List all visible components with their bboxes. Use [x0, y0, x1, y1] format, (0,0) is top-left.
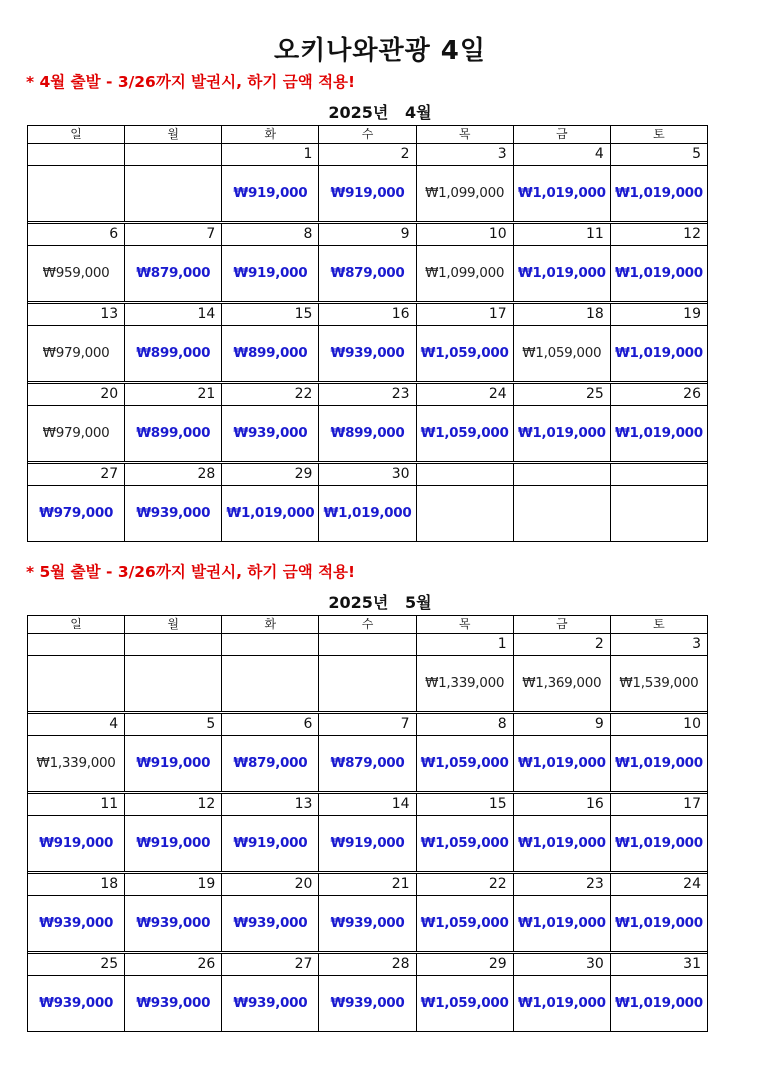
- day-price: ₩939,000: [222, 976, 319, 1031]
- day-number: 19: [125, 874, 222, 895]
- day-number: 15: [417, 794, 514, 815]
- day-number: 17: [417, 304, 514, 325]
- day-number: 14: [125, 304, 222, 325]
- day-number: 27: [222, 954, 319, 975]
- calendar-week: [28, 714, 707, 794]
- day-price: ₩919,000: [222, 246, 319, 301]
- calendar-week: [28, 224, 707, 304]
- day-price: ₩1,019,000: [514, 976, 611, 1031]
- day-price: [125, 166, 222, 221]
- day-price: ₩979,000: [28, 406, 125, 461]
- weekday-label: 일: [28, 616, 125, 633]
- day-price: [319, 656, 416, 711]
- day-number: 10: [417, 224, 514, 245]
- day-price: [125, 656, 222, 711]
- day-price: [611, 486, 707, 541]
- day-price: ₩1,059,000: [417, 976, 514, 1031]
- day-price: ₩919,000: [125, 816, 222, 871]
- day-number: 28: [125, 464, 222, 485]
- day-number: [417, 464, 514, 485]
- day-number: 25: [514, 384, 611, 405]
- day-price: ₩919,000: [28, 816, 125, 871]
- day-price: ₩879,000: [222, 736, 319, 791]
- day-price: ₩979,000: [28, 486, 125, 541]
- may-month-title: 2025년 5월: [328, 593, 432, 612]
- calendar-week: [28, 384, 707, 464]
- day-price: [28, 656, 125, 711]
- day-number: [514, 464, 611, 485]
- day-number: 17: [683, 796, 701, 812]
- day-number: [319, 634, 416, 655]
- day-price: ₩979,000: [28, 326, 125, 381]
- day-number: 8: [417, 714, 514, 735]
- day-price: ₩939,000: [319, 896, 416, 951]
- day-price: ₩1,019,000: [514, 896, 611, 951]
- weekday-label: 일: [28, 126, 125, 143]
- day-price: ₩939,000: [319, 976, 416, 1031]
- day-number: 29: [417, 954, 514, 975]
- day-price: ₩939,000: [319, 326, 416, 381]
- weekday-label: 금: [514, 126, 611, 143]
- day-number: 7: [125, 224, 222, 245]
- day-number: 23: [514, 874, 611, 895]
- day-number: 14: [319, 794, 416, 815]
- day-price: ₩939,000: [28, 896, 125, 951]
- day-number: 21: [125, 384, 222, 405]
- day-price: ₩879,000: [319, 736, 416, 791]
- day-number: [28, 634, 125, 655]
- day-number: 24: [417, 384, 514, 405]
- day-price: ₩1,059,000: [514, 326, 611, 381]
- day-number: 2: [319, 144, 416, 165]
- day-price: ₩879,000: [319, 246, 416, 301]
- day-number: 1: [222, 144, 319, 165]
- calendar-week: [28, 464, 707, 541]
- day-number: 20: [222, 874, 319, 895]
- day-number: 6: [28, 224, 125, 245]
- april-notice: * 4월 출발 - 3/26까지 발권시, 하기 금액 적용!: [26, 73, 356, 91]
- day-number: 3: [417, 144, 514, 165]
- day-number: [222, 634, 319, 655]
- day-price: ₩1,339,000: [28, 736, 125, 791]
- weekday-label: 수: [319, 126, 416, 143]
- day-number: 15: [222, 304, 319, 325]
- day-price: ₩1,059,000: [417, 736, 514, 791]
- day-number: 20: [28, 384, 125, 405]
- day-price: [417, 486, 514, 541]
- day-price: ₩1,369,000: [514, 656, 611, 711]
- day-number: 30: [319, 464, 416, 485]
- day-number: 18: [514, 304, 611, 325]
- day-price: ₩939,000: [28, 976, 125, 1031]
- day-price: ₩1,019,000: [514, 406, 611, 461]
- day-number: 4: [28, 714, 125, 735]
- day-number: 28: [319, 954, 416, 975]
- day-number: [611, 464, 707, 485]
- day-price: ₩1,019,000: [514, 166, 611, 221]
- day-price: [28, 166, 125, 221]
- april-calendar: [27, 125, 708, 542]
- day-price: ₩1,019,000: [514, 736, 611, 791]
- day-price: ₩1,019,000: [514, 816, 611, 871]
- day-number: 22: [222, 384, 319, 405]
- day-price: ₩919,000: [222, 816, 319, 871]
- calendar-week: [28, 304, 707, 384]
- day-number: 11: [28, 794, 125, 815]
- day-number: 12: [683, 226, 701, 242]
- day-number: 9: [319, 224, 416, 245]
- day-price: ₩1,019,000: [614, 185, 703, 201]
- calendar-week: [28, 954, 707, 1031]
- day-number: 10: [683, 716, 701, 732]
- day-price: ₩1,059,000: [417, 896, 514, 951]
- day-price: ₩1,019,000: [222, 486, 319, 541]
- day-number: 6: [222, 714, 319, 735]
- day-price: [514, 486, 611, 541]
- day-price: ₩899,000: [125, 326, 222, 381]
- day-number: 25: [28, 954, 125, 975]
- day-price: ₩939,000: [125, 976, 222, 1031]
- day-price: ₩899,000: [319, 406, 416, 461]
- weekday-label: 토: [653, 127, 665, 141]
- day-number: 22: [417, 874, 514, 895]
- day-price: ₩1,019,000: [614, 915, 703, 931]
- day-price: ₩939,000: [222, 406, 319, 461]
- day-price: ₩1,019,000: [614, 995, 703, 1011]
- day-price: ₩1,019,000: [614, 835, 703, 851]
- day-price: ₩1,019,000: [319, 486, 416, 541]
- day-price: ₩939,000: [125, 896, 222, 951]
- day-number: 19: [683, 306, 701, 322]
- day-number: 8: [222, 224, 319, 245]
- day-number: 18: [28, 874, 125, 895]
- april-month-title: 2025년 4월: [328, 103, 432, 122]
- day-number: 9: [514, 714, 611, 735]
- day-number: 16: [514, 794, 611, 815]
- day-price: ₩1,059,000: [417, 816, 514, 871]
- day-price: [222, 656, 319, 711]
- day-price: ₩919,000: [222, 166, 319, 221]
- day-number: 30: [514, 954, 611, 975]
- day-number: 21: [319, 874, 416, 895]
- day-price: ₩919,000: [319, 166, 416, 221]
- day-price: ₩1,339,000: [417, 656, 514, 711]
- day-number: 26: [683, 386, 701, 402]
- day-number: 11: [514, 224, 611, 245]
- day-price: ₩939,000: [222, 896, 319, 951]
- day-price: ₩879,000: [125, 246, 222, 301]
- day-price: ₩1,059,000: [417, 326, 514, 381]
- day-price: ₩939,000: [125, 486, 222, 541]
- day-number: 2: [514, 634, 611, 655]
- day-number: 31: [683, 956, 701, 972]
- weekday-header: [28, 126, 707, 144]
- day-number: 26: [125, 954, 222, 975]
- weekday-label: 금: [514, 616, 611, 633]
- page-title: 오키나와관광 4일: [274, 36, 486, 66]
- weekday-label: 수: [319, 616, 416, 633]
- day-number: 29: [222, 464, 319, 485]
- day-number: 13: [222, 794, 319, 815]
- day-price: ₩1,019,000: [614, 345, 703, 361]
- day-number: 7: [319, 714, 416, 735]
- day-number: 12: [125, 794, 222, 815]
- weekday-label: 목: [417, 126, 514, 143]
- day-price: ₩1,019,000: [614, 425, 703, 441]
- may-notice: * 5월 출발 - 3/26까지 발권시, 하기 금액 적용!: [26, 563, 356, 581]
- day-price: ₩899,000: [222, 326, 319, 381]
- day-number: [125, 634, 222, 655]
- day-number: 27: [28, 464, 125, 485]
- day-number: 5: [692, 146, 701, 162]
- day-price: ₩919,000: [125, 736, 222, 791]
- calendar-week: [28, 144, 707, 224]
- calendar-week: [28, 794, 707, 874]
- weekday-label: 화: [222, 616, 319, 633]
- day-number: 23: [319, 384, 416, 405]
- calendar-week: [28, 634, 707, 714]
- day-price: ₩1,019,000: [614, 265, 703, 281]
- day-price: ₩1,059,000: [417, 406, 514, 461]
- day-number: 1: [417, 634, 514, 655]
- day-price: ₩1,019,000: [514, 246, 611, 301]
- day-number: 16: [319, 304, 416, 325]
- day-number: [125, 144, 222, 165]
- day-number: 3: [692, 636, 701, 652]
- day-price: ₩959,000: [28, 246, 125, 301]
- weekday-label: 목: [417, 616, 514, 633]
- weekday-label: 월: [125, 616, 222, 633]
- may-calendar: [27, 615, 708, 1032]
- day-price: ₩1,099,000: [417, 246, 514, 301]
- day-price: ₩1,539,000: [619, 675, 699, 691]
- day-number: 24: [683, 876, 701, 892]
- weekday-header: [28, 616, 707, 634]
- day-number: 4: [514, 144, 611, 165]
- day-number: 5: [125, 714, 222, 735]
- day-price: ₩1,099,000: [417, 166, 514, 221]
- weekday-label: 토: [653, 617, 665, 631]
- day-number: 13: [28, 304, 125, 325]
- day-price: ₩919,000: [319, 816, 416, 871]
- day-price: ₩899,000: [125, 406, 222, 461]
- weekday-label: 화: [222, 126, 319, 143]
- day-price: ₩1,019,000: [614, 755, 703, 771]
- calendar-week: [28, 874, 707, 954]
- day-number: [28, 144, 125, 165]
- weekday-label: 월: [125, 126, 222, 143]
